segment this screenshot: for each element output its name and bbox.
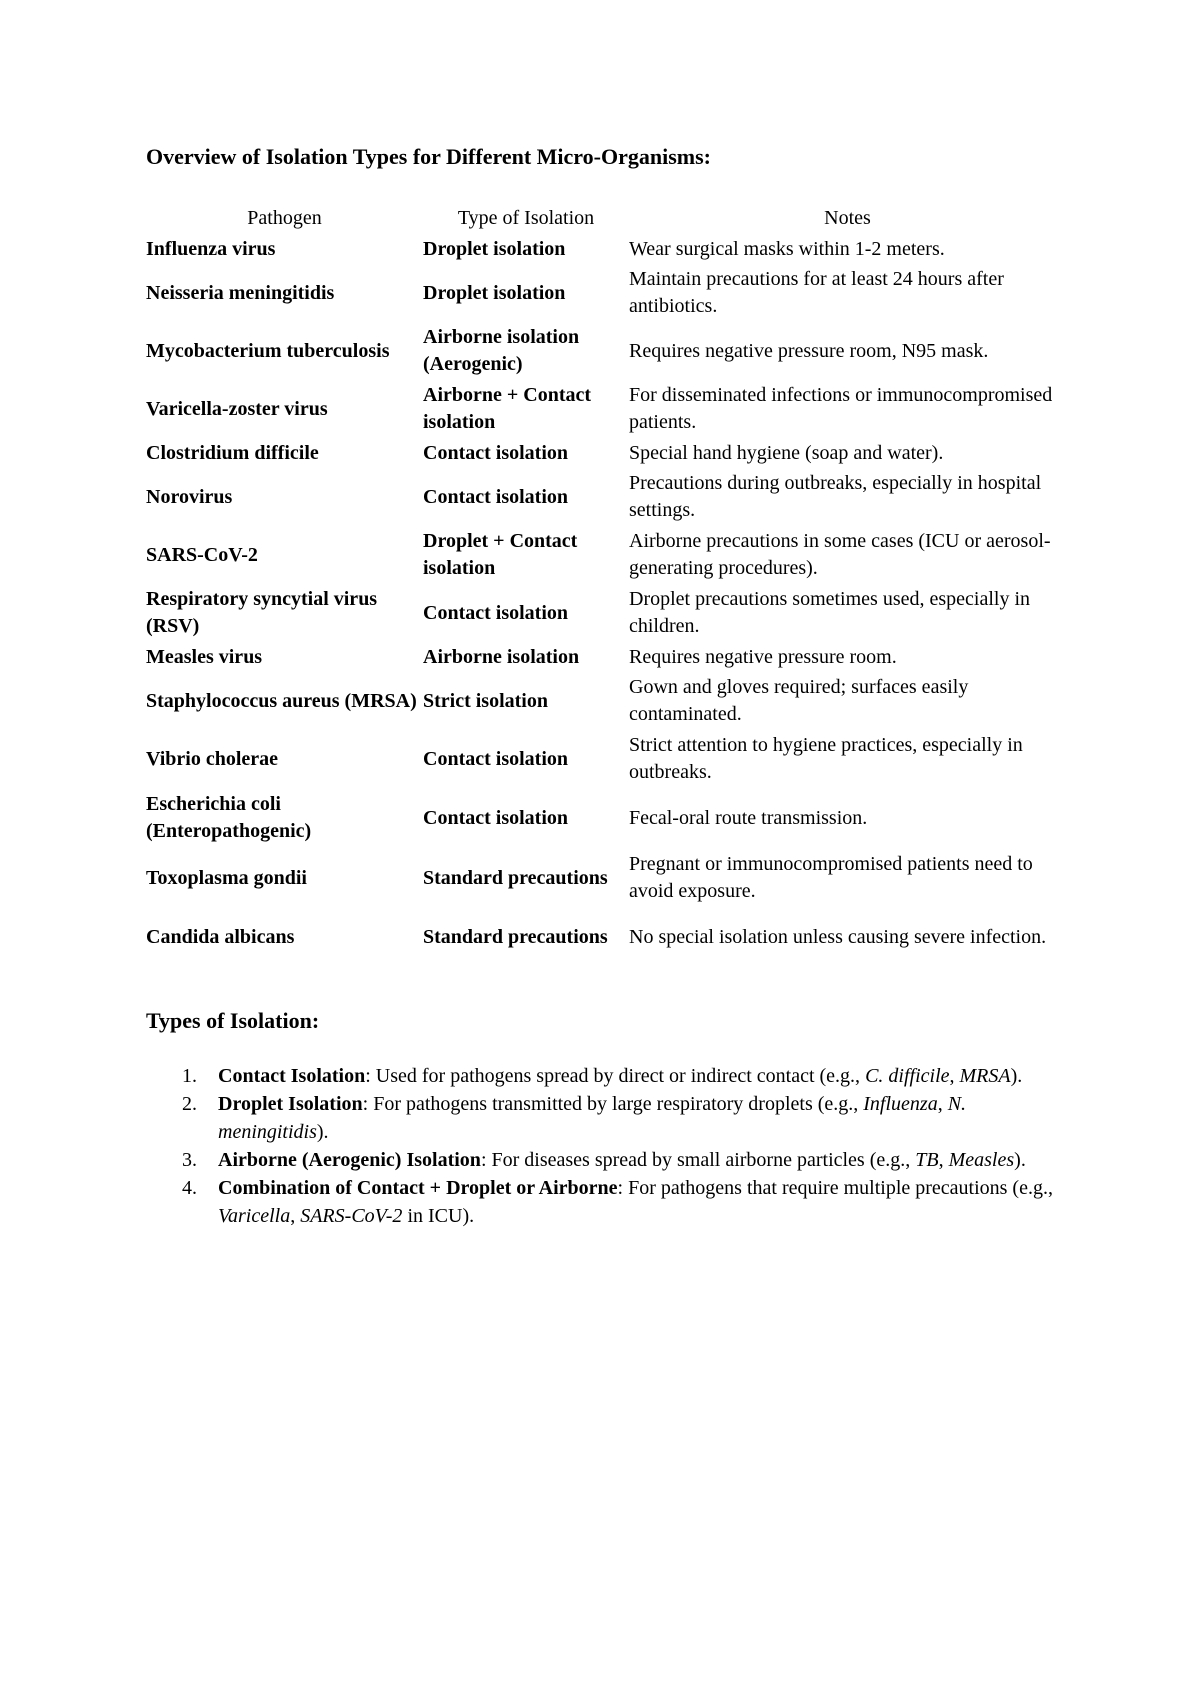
list-item	[146, 1090, 1066, 1146]
pathogen-cell: SARS-CoV-2	[146, 543, 258, 566]
isolation-table	[146, 205, 1066, 966]
isolation-type-cell: Droplet isolation	[423, 281, 566, 304]
table-row	[146, 642, 1066, 672]
separator: ,	[949, 1065, 960, 1087]
separator: ,	[290, 1205, 301, 1227]
notes-cell: For disseminated infections or immunocompromised patients.	[629, 384, 1053, 433]
example-1: Influenza	[863, 1093, 938, 1115]
isolation-type-cell: Contact isolation	[423, 747, 568, 770]
notes-cell: No special isolation unless causing severe infection.	[629, 925, 1047, 948]
table-row	[146, 584, 1066, 642]
notes-cell: Maintain precautions for at least 24 hours after antibiotics.	[629, 268, 1004, 317]
example-2: MRSA	[959, 1065, 1011, 1087]
isolation-desc: : For pathogens transmitted by large respiratory droplets (e.g.,	[362, 1093, 864, 1115]
example-1: C. difficile	[865, 1065, 950, 1087]
closing: ).	[1014, 1149, 1026, 1171]
pathogen-cell: Neisseria meningitidis	[146, 281, 335, 304]
table-row	[146, 848, 1066, 908]
notes-cell: Requires negative pressure room.	[629, 645, 897, 668]
list-item	[146, 1174, 1066, 1230]
header-notes: Notes	[824, 207, 871, 229]
separator: ,	[938, 1149, 949, 1171]
notes-cell: Strict attention to hygiene practices, especially in outbreaks.	[629, 734, 1023, 783]
list-number: 2.	[182, 1093, 197, 1115]
pathogen-cell: Escherichia coli (Enteropathogenic)	[146, 793, 312, 842]
example-1: Varicella	[218, 1205, 291, 1227]
table-row	[146, 672, 1066, 730]
isolation-type-cell: Airborne isolation	[423, 645, 580, 668]
isolation-type-cell: Airborne isolation (Aerogenic)	[423, 326, 580, 375]
closing: ).	[316, 1121, 329, 1143]
notes-cell: Special hand hygiene (soap and water).	[629, 441, 944, 464]
example-2: Measles	[948, 1149, 1015, 1171]
example-2: N. meningitidis	[218, 1093, 967, 1143]
list-number: 3.	[182, 1149, 197, 1171]
notes-cell: Fecal-oral route transmission.	[629, 806, 868, 829]
isolation-type-cell: Airborne + Contact isolation	[423, 384, 592, 433]
table-row	[146, 526, 1066, 584]
notes-cell: Gown and gloves required; surfaces easily contaminated.	[629, 676, 969, 725]
notes-cell: Precautions during outbreaks, especially in hospital settings.	[629, 472, 1042, 521]
types-list	[146, 1062, 1066, 1230]
table-row	[146, 380, 1066, 438]
separator: ,	[937, 1093, 948, 1115]
isolation-type-cell: Standard precautions	[423, 925, 608, 948]
notes-cell: Requires negative pressure room, N95 mask.	[629, 339, 989, 362]
pathogen-cell: Vibrio cholerae	[146, 747, 279, 770]
isolation-type-cell: Standard precautions	[423, 866, 608, 889]
isolation-type-cell: Contact isolation	[423, 601, 568, 624]
notes-cell: Wear surgical masks within 1-2 meters.	[629, 237, 945, 260]
example-1: TB	[915, 1149, 939, 1171]
pathogen-cell: Respiratory syncytial virus (RSV)	[146, 588, 378, 637]
isolation-type-cell: Contact isolation	[423, 806, 568, 829]
isolation-desc: : For pathogens that require multiple precautions (e.g.,	[617, 1177, 1053, 1199]
isolation-name: Combination of Contact + Droplet or Airborne	[218, 1177, 618, 1199]
list-number: 4.	[182, 1177, 197, 1199]
isolation-desc: : For diseases spread by small airborne particles (e.g.,	[480, 1149, 916, 1171]
example-2: SARS-CoV-2	[300, 1205, 403, 1227]
header-type: Type of Isolation	[457, 207, 595, 229]
pathogen-cell: Influenza virus	[146, 237, 276, 260]
location-note: in ICU	[402, 1205, 463, 1227]
notes-cell: Droplet precautions sometimes used, especially in children.	[629, 588, 1031, 637]
isolation-name: Droplet Isolation	[218, 1093, 363, 1115]
header-pathogen: Pathogen	[247, 207, 322, 229]
table-row	[146, 730, 1066, 788]
table-row	[146, 908, 1066, 966]
closing: ).	[462, 1205, 475, 1227]
pathogen-cell: Clostridium difficile	[146, 441, 319, 464]
types-heading: Types of Isolation:	[146, 1008, 320, 1033]
table-row	[146, 788, 1066, 848]
pathogen-cell: Norovirus	[146, 485, 233, 508]
isolation-name: Airborne (Aerogenic) Isolation	[218, 1149, 481, 1171]
pathogen-cell: Varicella-zoster virus	[146, 397, 328, 420]
table-row	[146, 234, 1066, 264]
list-item	[146, 1146, 1066, 1174]
isolation-type-cell: Contact isolation	[423, 441, 568, 464]
pathogen-cell: Measles virus	[146, 645, 263, 668]
pathogen-cell: Staphylococcus aureus (MRSA)	[146, 689, 417, 712]
table-row	[146, 438, 1066, 468]
pathogen-cell: Mycobacterium tuberculosis	[146, 339, 390, 362]
pathogen-cell: Candida albicans	[146, 925, 295, 948]
isolation-type-cell: Strict isolation	[423, 689, 548, 712]
list-number: 1.	[182, 1065, 197, 1087]
notes-cell: Airborne precautions in some cases (ICU or aerosol-generating procedures).	[629, 530, 1051, 579]
document-title: Overview of Isolation Types for Different Micro-Organisms:	[146, 144, 711, 169]
pathogen-cell: Toxoplasma gondii	[146, 866, 307, 889]
isolation-type-cell: Contact isolation	[423, 485, 568, 508]
table-header-row	[146, 205, 1066, 234]
table-row	[146, 264, 1066, 322]
table-row	[146, 468, 1066, 526]
isolation-desc: : Used for pathogens spread by direct or indirect contact (e.g.,	[365, 1065, 866, 1087]
notes-cell: Pregnant or immunocompromised patients need to avoid exposure.	[629, 853, 1033, 902]
isolation-type-cell: Droplet isolation	[423, 237, 566, 260]
isolation-name: Contact Isolation	[218, 1065, 366, 1087]
list-item	[146, 1062, 1066, 1090]
closing: ).	[1010, 1065, 1023, 1087]
isolation-type-cell: Droplet + Contact isolation	[423, 530, 578, 579]
table-row	[146, 322, 1066, 380]
